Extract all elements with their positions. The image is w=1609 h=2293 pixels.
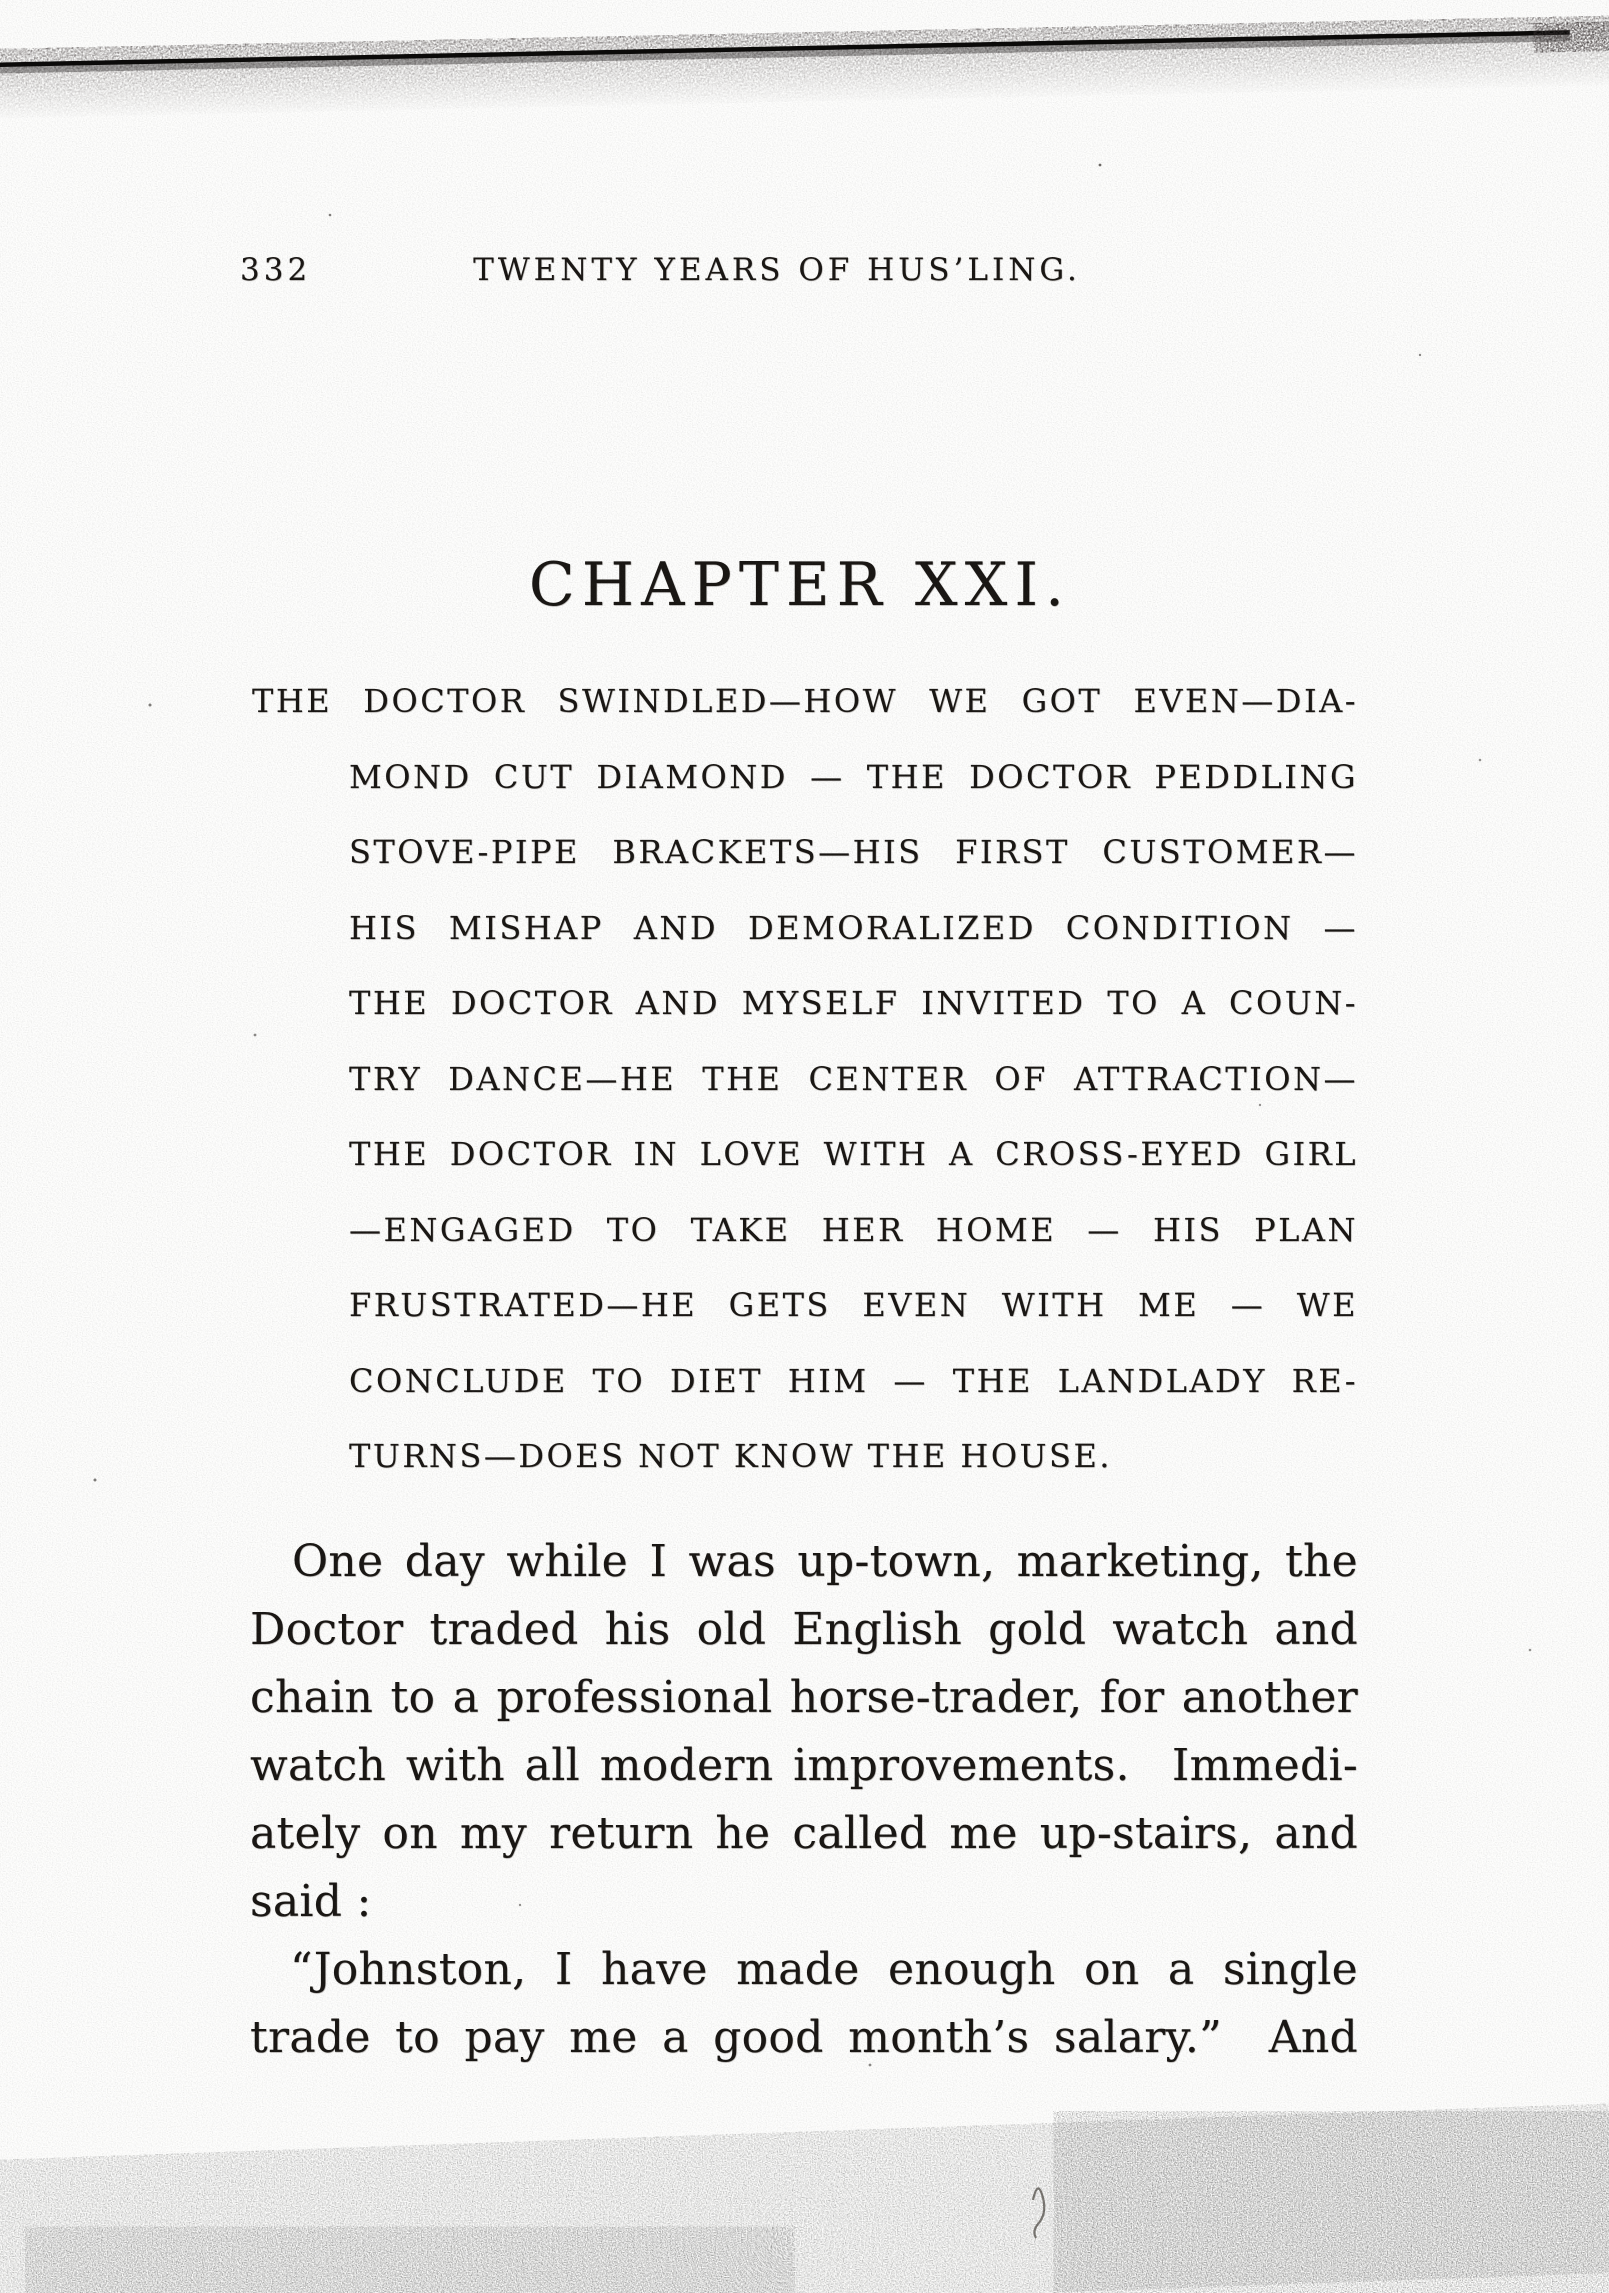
summary-line: THE DOCTOR IN LOVE WITH A CROSS-EYED GIRL (349, 1135, 1358, 1173)
body-line: ately on my return he called me up-stairs, and (250, 1808, 1358, 1859)
chapter-summary (252, 664, 1358, 1495)
ink-smudge (1033, 2188, 1044, 2238)
body-line: “Johnston, I have made enough on a single (290, 1944, 1358, 1995)
paragraph (250, 1528, 1358, 1936)
summary-line: FRUSTRATED—HE GETS EVEN WITH ME — WE (349, 1286, 1358, 1324)
body-line: trade to pay me a good month’s salary.” And (250, 2012, 1358, 2063)
summary-line: STOVE-PIPE BRACKETS—HIS FIRST CUSTOMER— (349, 833, 1358, 871)
summary-line: MOND CUT DIAMOND — THE DOCTOR PEDDLING (349, 757, 1358, 796)
summary-line: THE DOCTOR AND MYSELF INVITED TO A COUN- (349, 984, 1358, 1022)
summary-line: HIS MISHAP AND DEMORALIZED CONDITION — (349, 908, 1358, 947)
body-line: Doctor traded his old English gold watch and (250, 1604, 1358, 1655)
summary-line: THE DOCTOR SWINDLED—HOW WE GOT EVEN—DIA- (252, 682, 1358, 720)
paragraph (250, 1936, 1358, 2072)
body-line: chain to a professional horse-trader, for another (250, 1672, 1358, 1723)
body-text (250, 1528, 1358, 2072)
scan-artifact-bottom-speckle (0, 2112, 1609, 2293)
chapter-heading: CHAPTER XXI. (528, 550, 1072, 620)
scan-artifact-top-edge (0, 18, 1609, 115)
summary-line: TRY DANCE—HE THE CENTER OF ATTRACTION— (349, 1059, 1358, 1098)
body-line: said : (250, 1876, 372, 1927)
page-number: 332 (240, 252, 312, 288)
body-line: watch with all modern improvements. Immedi- (250, 1740, 1358, 1791)
summary-line: —ENGAGED TO TAKE HER HOME — HIS PLAN (349, 1210, 1358, 1249)
summary-line: CONCLUDE TO DIET HIM — THE LANDLADY RE- (349, 1361, 1358, 1400)
running-title: TWENTY YEARS OF HUS’LING. (473, 252, 1081, 288)
page-header (240, 246, 1358, 296)
summary-line: TURNS—DOES NOT KNOW THE HOUSE. (349, 1437, 1112, 1475)
body-line: One day while I was up-town, marketing, the (292, 1536, 1358, 1587)
